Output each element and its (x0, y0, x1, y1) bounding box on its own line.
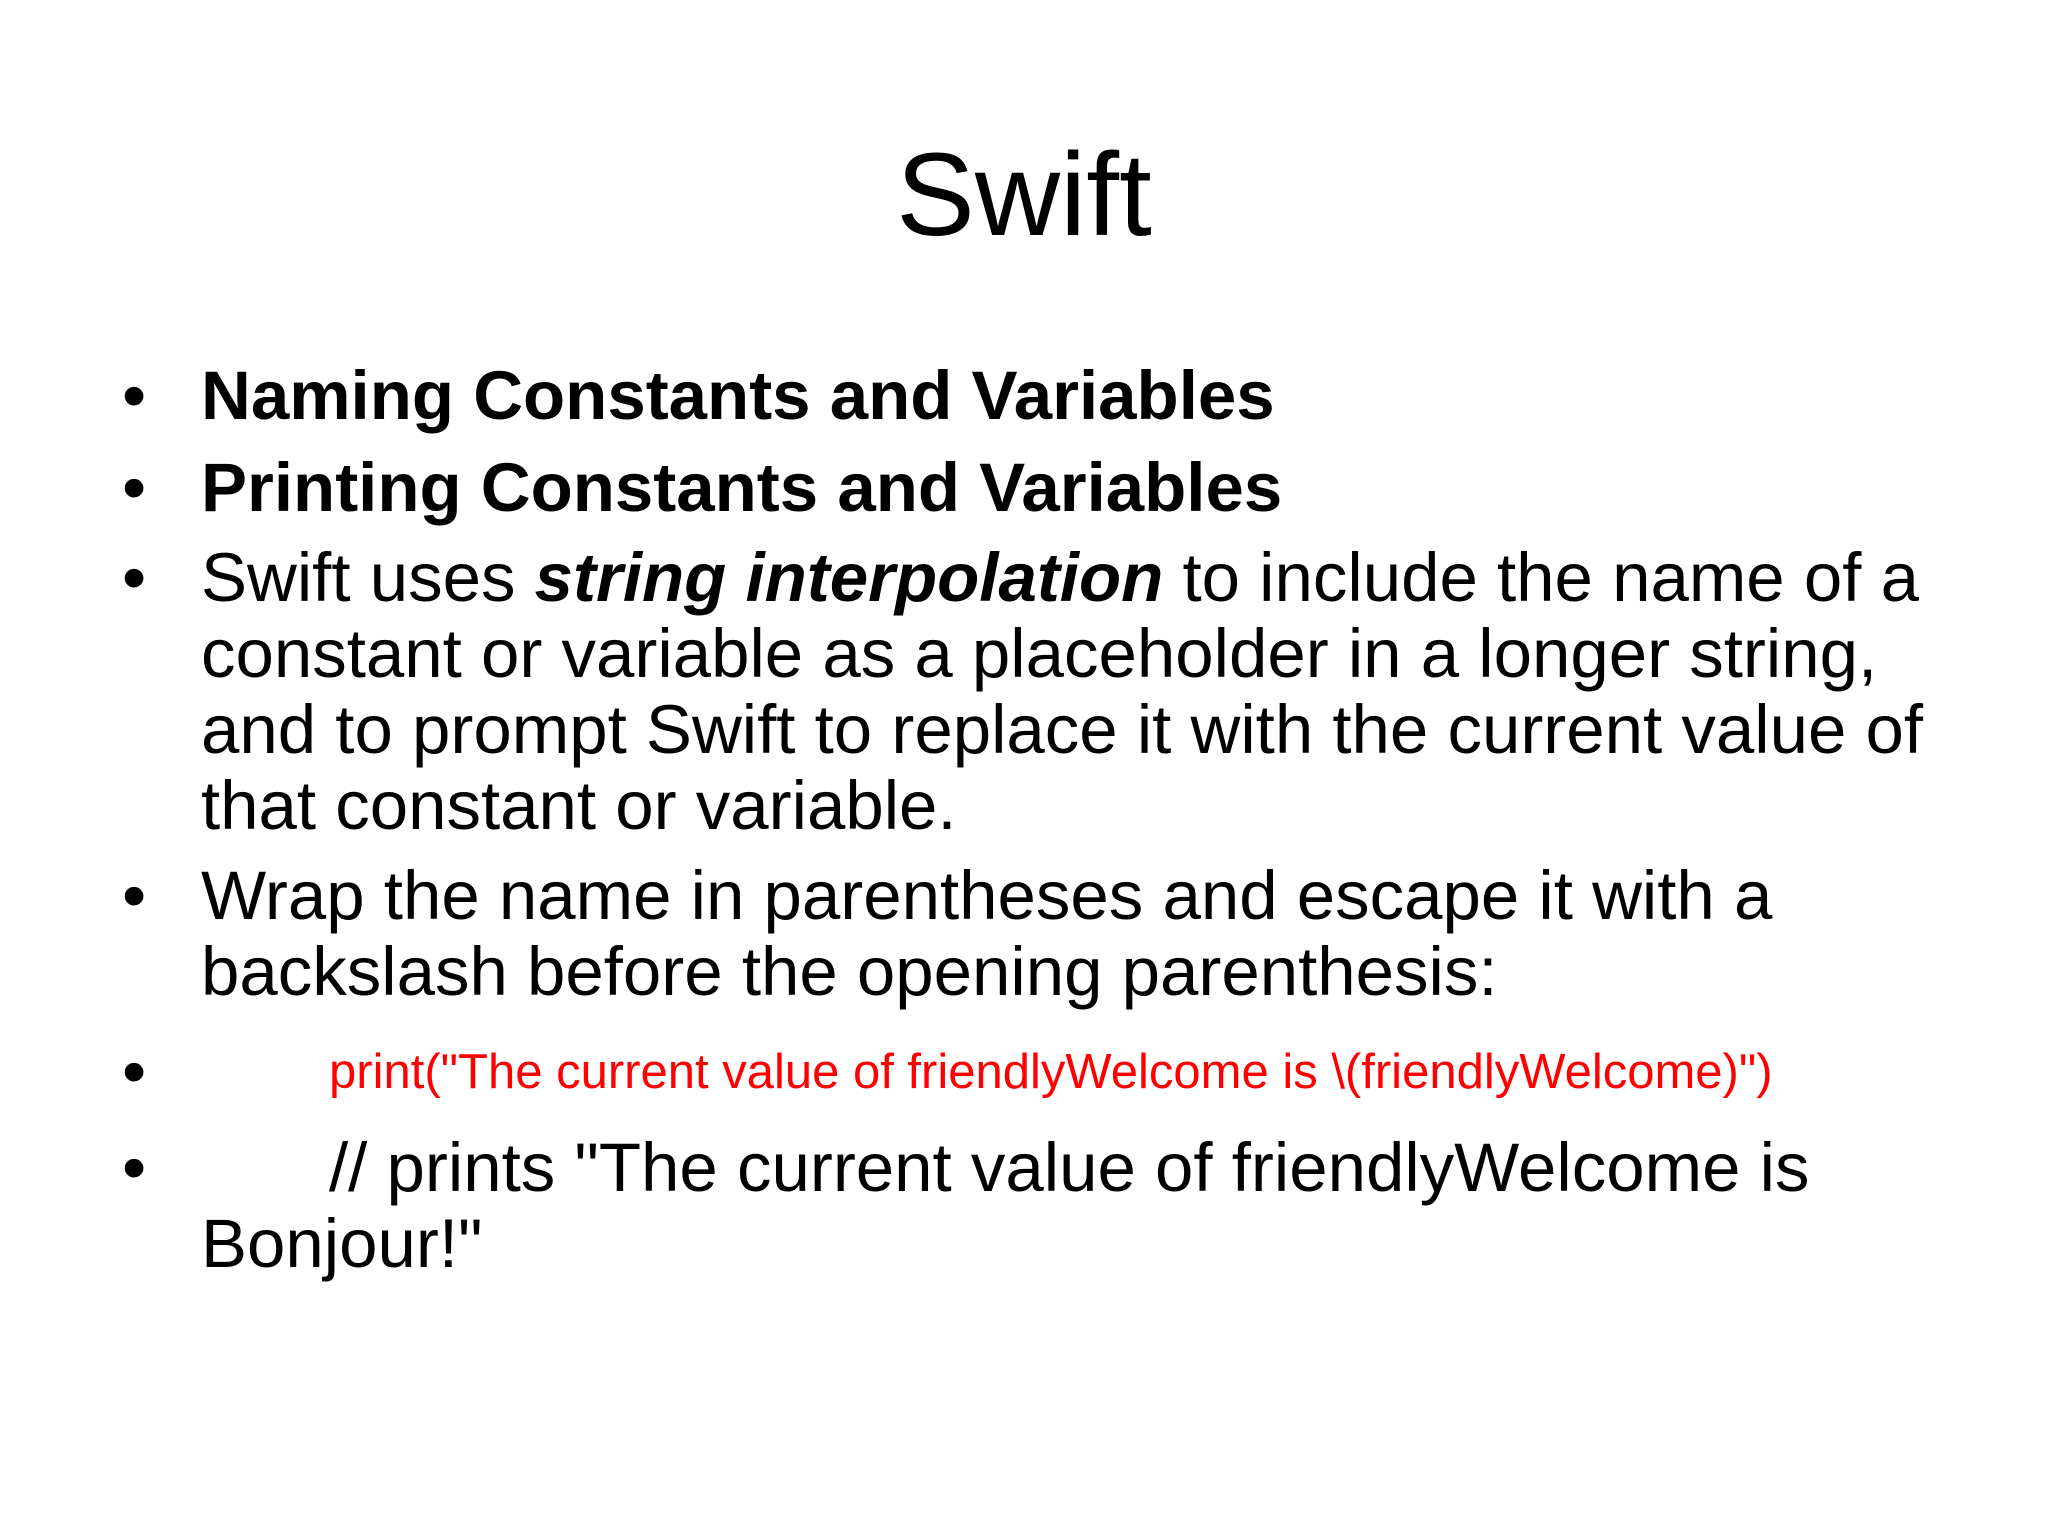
bullet-text: Wrap the name in parentheses and escape it with a backslash before the opening parenthesis: (201, 857, 1773, 1010)
bullet-marker: • (122, 1129, 147, 1206)
bullet-marker: • (122, 449, 147, 526)
bullet-marker: • (122, 1033, 147, 1110)
bullet-item-wrap (118, 858, 1998, 1010)
bullet-item-naming (118, 358, 1998, 434)
bullet-item-code (118, 1034, 1998, 1110)
bullet-marker: • (122, 857, 147, 934)
bullet-item-interpolation (118, 540, 1998, 844)
bullet-list (118, 358, 1998, 1282)
bullet-marker: • (122, 357, 147, 434)
code-snippet: print("The current value of friendlyWelcome is \(friendlyWelcome)") (329, 1045, 1773, 1099)
bullet-item-printing (118, 450, 1998, 526)
code-comment: // prints "The current value of friendlyWelcome is Bonjour!" (201, 1129, 1810, 1282)
bullet-item-comment (118, 1130, 1998, 1282)
bullet-text-before: Swift uses (201, 539, 535, 616)
bullet-text-emphasis: string interpolation (534, 539, 1164, 616)
bullet-text: Printing Constants and Variables (201, 449, 1283, 526)
bullet-text-after: to include the name of a constant or variable as a placeholder in a longer string, and to prompt Swift to replace it with the current value of that constant or variable. (201, 539, 1924, 844)
bullet-marker: • (122, 539, 147, 616)
bullet-text: Naming Constants and Variables (201, 357, 1275, 434)
slide-title: Swift (896, 129, 1152, 261)
